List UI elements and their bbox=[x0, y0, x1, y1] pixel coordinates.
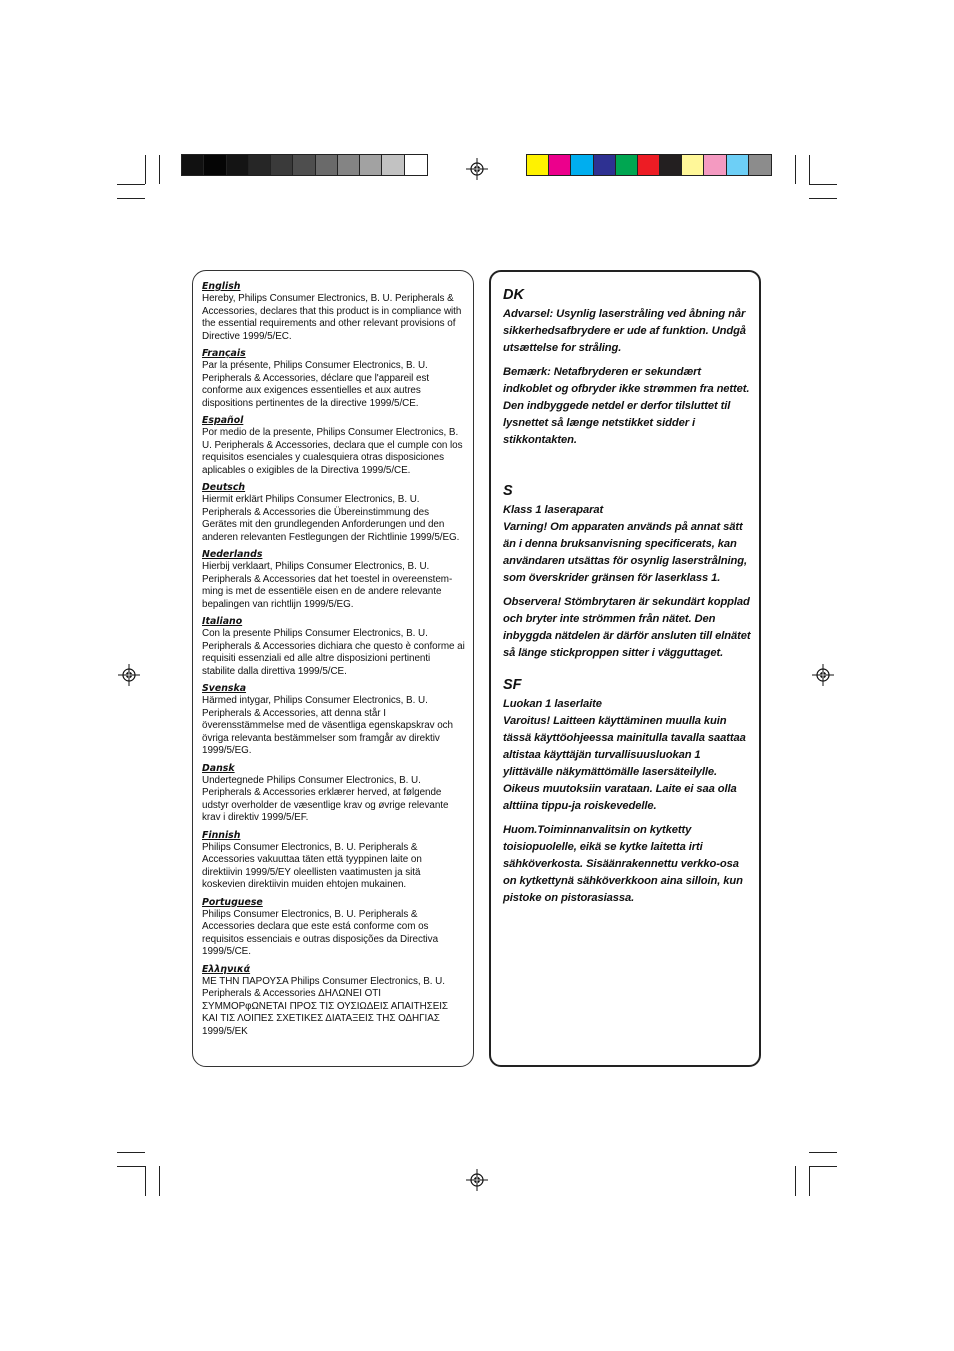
declaration-english bbox=[202, 281, 465, 343]
language-heading: Italiano bbox=[202, 616, 243, 627]
crop-mark bbox=[145, 155, 146, 184]
compliance-declarations-box bbox=[192, 270, 474, 1067]
declaration-finnish bbox=[202, 830, 465, 892]
color-swatch bbox=[660, 155, 682, 175]
declaration-text: Hierbij verklaart, Philips Consumer Electronics, B. U. Peripherals & Accessories dat het toestel in overeenstem-ming is met de essentiële eisen en de andere relevante bepalingen van richtlijn 1999/5/EG. bbox=[202, 561, 453, 610]
registration-target-icon bbox=[466, 1169, 488, 1191]
declaration-text: ΜΕ ΤΗΝ ΠΑΡΟΥΣΑ Philips Consumer Electronics, B. U. Peripherals & Accessories ΔΗΛΩΝΕΙ ΟΤΙ ΣΥΜΜΟΡφΩΝΕΤΑΙ ΠΡΟΣ ΤΙΣ ΟΥΣΙΩΔΕΙΣ ΑΠΑΙΤΗΣΕΙΣ ΚΑΙ ΤΙΣ ΛΟΙΠΕΣ ΣΧΕΤΙΚΕΣ ΔΙΑΤΑΞΕΙΣ ΤΗΣ ΟΔΗΓΙΑΣ 1999/5/ΕΚ bbox=[202, 975, 448, 1037]
declaration-text: Hereby, Philips Consumer Electronics, B. U. Peripherals & Accessories, declares that this product is in compliance with the essential requirements and other relevant provisions of Directive 1999/5/EC. bbox=[202, 293, 462, 342]
declaration-deutsch bbox=[202, 482, 465, 544]
color-swatch bbox=[338, 155, 360, 175]
s-note-text: Observera! Stömbrytaren är sekundärt kopplad och bryter inte strömmen från nätet. Den inbyggda nätdelen är därför ansluten till elnätet så länge stickproppen sitter i vägguttaget. bbox=[503, 596, 751, 659]
crop-mark bbox=[809, 1166, 810, 1196]
declaration-nederlands bbox=[202, 549, 465, 611]
crop-mark bbox=[117, 1152, 145, 1153]
section-heading-dk: DK bbox=[503, 287, 524, 303]
declaration-portuguese bbox=[202, 897, 465, 959]
language-heading: Portuguese bbox=[202, 896, 263, 908]
color-swatch bbox=[749, 155, 771, 175]
language-heading: Finnish bbox=[202, 829, 241, 841]
language-heading: Deutsch bbox=[202, 482, 246, 493]
registration-target-icon bbox=[466, 158, 488, 180]
color-swatch bbox=[249, 155, 271, 175]
language-heading: Dansk bbox=[202, 762, 235, 774]
declaration-espanol bbox=[202, 415, 465, 477]
color-swatch bbox=[682, 155, 704, 175]
crop-mark bbox=[159, 1166, 160, 1196]
language-heading: Ελληνικά bbox=[202, 963, 251, 975]
color-swatch bbox=[549, 155, 571, 175]
sf-note-text: Huom.Toiminnanvalitsin on kytketty toisiopuolelle, eikä se kytke laitetta irti sähköverkosta. Sisäänrakennettu verkko-osa on kytkettynä sähköverkkoon aina silloin, kun pistoke on pistorasiassa. bbox=[503, 824, 743, 904]
color-swatch bbox=[571, 155, 593, 175]
grayscale-calibration-bar bbox=[181, 154, 428, 176]
crop-mark bbox=[795, 155, 796, 184]
crop-mark bbox=[145, 1166, 146, 1196]
declaration-italiano bbox=[202, 616, 465, 678]
sf-warning-text: Varoitus! Laitteen käyttäminen muulla kuin tässä käyttöohjeessa mainitulla tavalla saattaa altistaa käyttäjän turvallisuusluokan 1 ylittävälle näkymättömälle lasersäteilylle. bbox=[503, 715, 746, 778]
crop-mark bbox=[795, 1166, 796, 1196]
registration-target-icon bbox=[118, 664, 140, 686]
crop-mark bbox=[809, 155, 810, 184]
color-calibration-bar bbox=[526, 154, 772, 176]
crop-mark bbox=[809, 1152, 837, 1153]
color-swatch bbox=[293, 155, 315, 175]
language-heading: Español bbox=[202, 415, 244, 426]
s-warning-text: Varning! Om apparaten används på annat sätt än i denna bruksanvisning specificerats, kan användaren utsättas för osynlig laserstrålning, som överskrider gränsen för laserklass 1. bbox=[503, 521, 747, 584]
color-swatch bbox=[727, 155, 749, 175]
color-swatch bbox=[704, 155, 726, 175]
language-heading: Français bbox=[202, 348, 246, 359]
declaration-text: Con la presente Philips Consumer Electronics, B. U. Peripherals & Accessories dichiara che questo è conforme ai requisiti essenziali ed alle altre disposizioni pertinenti stabilite dalla direttiva 1999/5/CE. bbox=[202, 628, 465, 677]
crop-mark bbox=[117, 184, 145, 185]
declaration-text: Por medio de la presente, Philips Consumer Electronics, B. U. Peripherals & Accessories, declara que el cumple con los requisitos esenciales y cualesquiera otras disposiciones aplicables o exigibles de la Directiva 1999/5/CE. bbox=[202, 427, 463, 476]
sf-class-text: Luokan 1 laserlaite bbox=[503, 698, 602, 710]
declaration-francais bbox=[202, 348, 465, 410]
section-heading-sf: SF bbox=[503, 677, 522, 693]
dk-note-text: Bemærk: Netafbryderen er sekundært indkoblet og ofbryder ikke strømmen fra nettet. Den indbyggede netdel er derfor tilsluttet til lysnettet så længe netstikket sidder i stikkontakten. bbox=[503, 366, 750, 446]
crop-mark bbox=[159, 155, 160, 184]
color-swatch bbox=[594, 155, 616, 175]
section-heading-s: S bbox=[503, 483, 513, 499]
language-heading: Nederlands bbox=[202, 549, 263, 560]
language-heading: English bbox=[202, 281, 241, 292]
declaration-greek bbox=[202, 964, 465, 1039]
color-swatch bbox=[227, 155, 249, 175]
declaration-text: Par la présente, Philips Consumer Electronics, B. U. Peripherals & Accessories, déclare que l'appareil est conforme aux exigences essentielles et aux autres dispositions pertinentes de la directive 1999/5/CE. bbox=[202, 360, 430, 409]
declaration-svenska bbox=[202, 683, 465, 758]
color-swatch bbox=[638, 155, 660, 175]
color-swatch bbox=[405, 155, 427, 175]
color-swatch bbox=[527, 155, 549, 175]
crop-mark bbox=[117, 1166, 145, 1167]
color-swatch bbox=[382, 155, 404, 175]
color-swatch bbox=[360, 155, 382, 175]
color-swatch bbox=[316, 155, 338, 175]
color-swatch bbox=[204, 155, 226, 175]
color-swatch bbox=[271, 155, 293, 175]
crop-mark bbox=[809, 1166, 837, 1167]
declaration-text: Philips Consumer Electronics, B. U. Peripherals & Accessories declara que este está conforme com os requisitos essenciais e outras disposições da Directiva 1999/5/CE. bbox=[202, 908, 439, 957]
s-class-text: Klass 1 laseraparat bbox=[503, 504, 604, 516]
language-heading: Svenska bbox=[202, 683, 247, 694]
color-swatch bbox=[182, 155, 204, 175]
dk-warning-text: Advarsel: Usynlig laserstråling ved åbning når sikkerhedsafbrydere er ude af funktion. Undgå utsættelse for stråling. bbox=[503, 308, 746, 354]
declaration-text: Philips Consumer Electronics, B. U. Peripherals & Accessories vakuuttaa täten että tyyppinen laite on direktiivin 1999/5/EY oleellisten vaatimusten ja sitä koskevien direktiivin muiden ehtojen mukainen. bbox=[202, 841, 422, 890]
registration-target-icon bbox=[812, 664, 834, 686]
declaration-dansk bbox=[202, 763, 465, 825]
declaration-text: Härmed intygar, Philips Consumer Electronics, B. U. Peripherals & Accessories, att denna står I överensstämmelse med de väsentliga egenskapskrav och övriga relevanta bestämmelser som framgår av direktiv 1999/5/EG. bbox=[202, 695, 453, 756]
crop-mark bbox=[809, 198, 837, 199]
crop-mark bbox=[809, 184, 837, 185]
color-swatch bbox=[616, 155, 638, 175]
sf-rights-text: Oikeus muutoksiin varataan. Laite ei saa olla alttiina tippu-ja roiskevedelle. bbox=[503, 783, 737, 812]
crop-mark bbox=[117, 198, 145, 199]
declaration-text: Hiermit erklärt Philips Consumer Electronics, B. U. Peripherals & Accessories die Übereinstimmung des Gerätes mit den grundlegenden Anforderungen und den anderen relevanten Festlegungen der Richtlinie 1999/5/EG. bbox=[202, 494, 460, 543]
laser-safety-box bbox=[489, 270, 761, 1067]
declaration-text: Undertegnede Philips Consumer Electronics, B. U. Peripherals & Accessories erklærer herved, at følgende udstyr overholder de væsentlige krav og øvrige relevante krav i direktiv 1999/5/EF. bbox=[202, 774, 449, 823]
